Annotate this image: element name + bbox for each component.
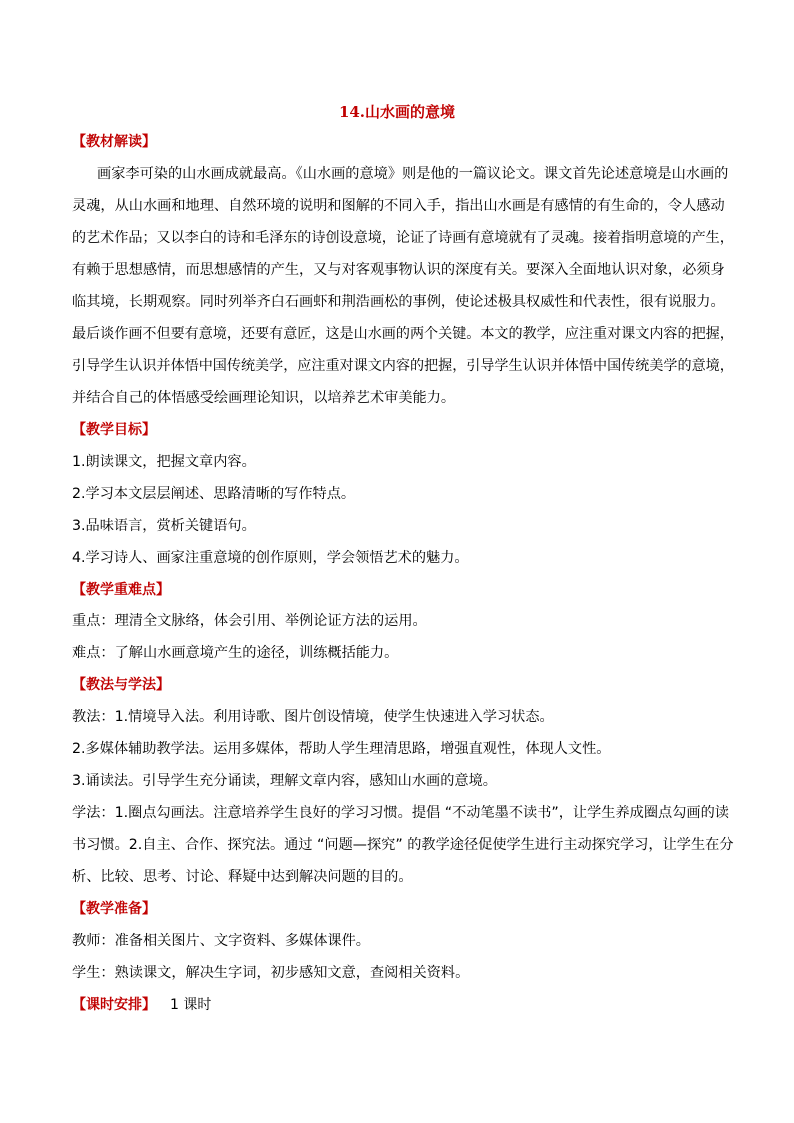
method-line: 析、比较、思考、讨论、释疑中达到解决问题的目的。 (72, 869, 413, 885)
paragraph-line: 并结合自己的体悟感受绘画理论知识，以培养艺术审美能力。 (72, 390, 456, 406)
section-heading-schedule: 【课时安排】 (72, 997, 156, 1013)
paragraph-line: 的艺术作品；又以李白的诗和毛泽东的诗创设意境，论证了诗画有意境就有了灵魂。接着指明意境的产生， (72, 230, 734, 246)
paragraph-line: 引导学生认识并体悟中国传统美学，应注重对课文内容的把握，引导学生认识并体悟中国传统美学的意境， (72, 358, 734, 374)
preparation-line: 学生：熟读课文，解决生字词，初步感知文意，查阅相关资料。 (72, 965, 470, 981)
paragraph-line: 画家李可染的山水画成就最高。《山水画的意境》则是他的一篇议论文。课文首先论述意境是山水画的 (97, 166, 729, 182)
goal-item: 3.品味语言，赏析关键语句。 (72, 518, 256, 534)
section-heading-preparation: 【教学准备】 (72, 901, 156, 917)
key-point-line: 重点：理清全文脉络，体会引用、举例论证方法的运用。 (72, 613, 427, 629)
section-heading-teaching-goals: 【教学目标】 (72, 422, 156, 438)
method-line: 书习惯。2.自主、合作、探究法。通过 “问题—探究” 的教学途径促使学生进行主动探究学习，让学生在分 (72, 837, 734, 853)
goal-item: 4.学习诗人、画家注重意境的创作原则，学会领悟艺术的魅力。 (72, 550, 469, 566)
paragraph-line: 最后谈作画不但要有意境，还要有意匠，这是山水画的两个关键。本文的教学，应注重对课文内容的把握， (72, 326, 734, 342)
section-heading-key-difficult: 【教学重难点】 (72, 582, 170, 598)
preparation-line: 教师：准备相关图片、文字资料、多媒体课件。 (72, 933, 370, 949)
schedule-value: 1 课时 (170, 997, 212, 1013)
difficult-point-line: 难点：了解山水画意境产生的途径，训练概括能力。 (72, 645, 399, 661)
section-heading-methods: 【教法与学法】 (72, 677, 170, 693)
paragraph-line: 灵魂，从山水画和地理、自然环境的说明和图解的不同入手，指出山水画是有感情的有生命的，令人感动 (72, 198, 725, 214)
method-line: 2.多媒体辅助教学法。运用多媒体，帮助人学生理清思路，增强直观性，体现人文性。 (72, 741, 611, 757)
goal-item: 1.朗读课文，把握文章内容。 (72, 454, 256, 470)
goal-item: 2.学习本文层层阐述、思路清晰的写作特点。 (72, 486, 356, 502)
method-line: 3.诵读法。引导学生充分诵读，理解文章内容，感知山水画的意境。 (72, 773, 497, 789)
section-heading-textbook-reading: 【教材解读】 (72, 134, 156, 150)
method-line: 教法：1.情境导入法。利用诗歌、图片创设情境，使学生快速进入学习状态。 (72, 709, 554, 725)
paragraph-line: 有赖于思想感情，而思想感情的产生，又与对客观事物认识的深度有关。要深入全面地认识对象，必须身 (72, 262, 725, 278)
page-title: 14.山水画的意境 (338, 103, 456, 121)
paragraph-line: 临其境，长期观察。同时列举齐白石画虾和荆浩画松的事例，使论述极具权威性和代表性，很有说服力。 (72, 294, 725, 310)
method-line: 学法：1.圈点勾画法。注意培养学生良好的学习习惯。提倡 “不动笔墨不读书”，让学生养成圈点勾画的读 (72, 805, 729, 821)
